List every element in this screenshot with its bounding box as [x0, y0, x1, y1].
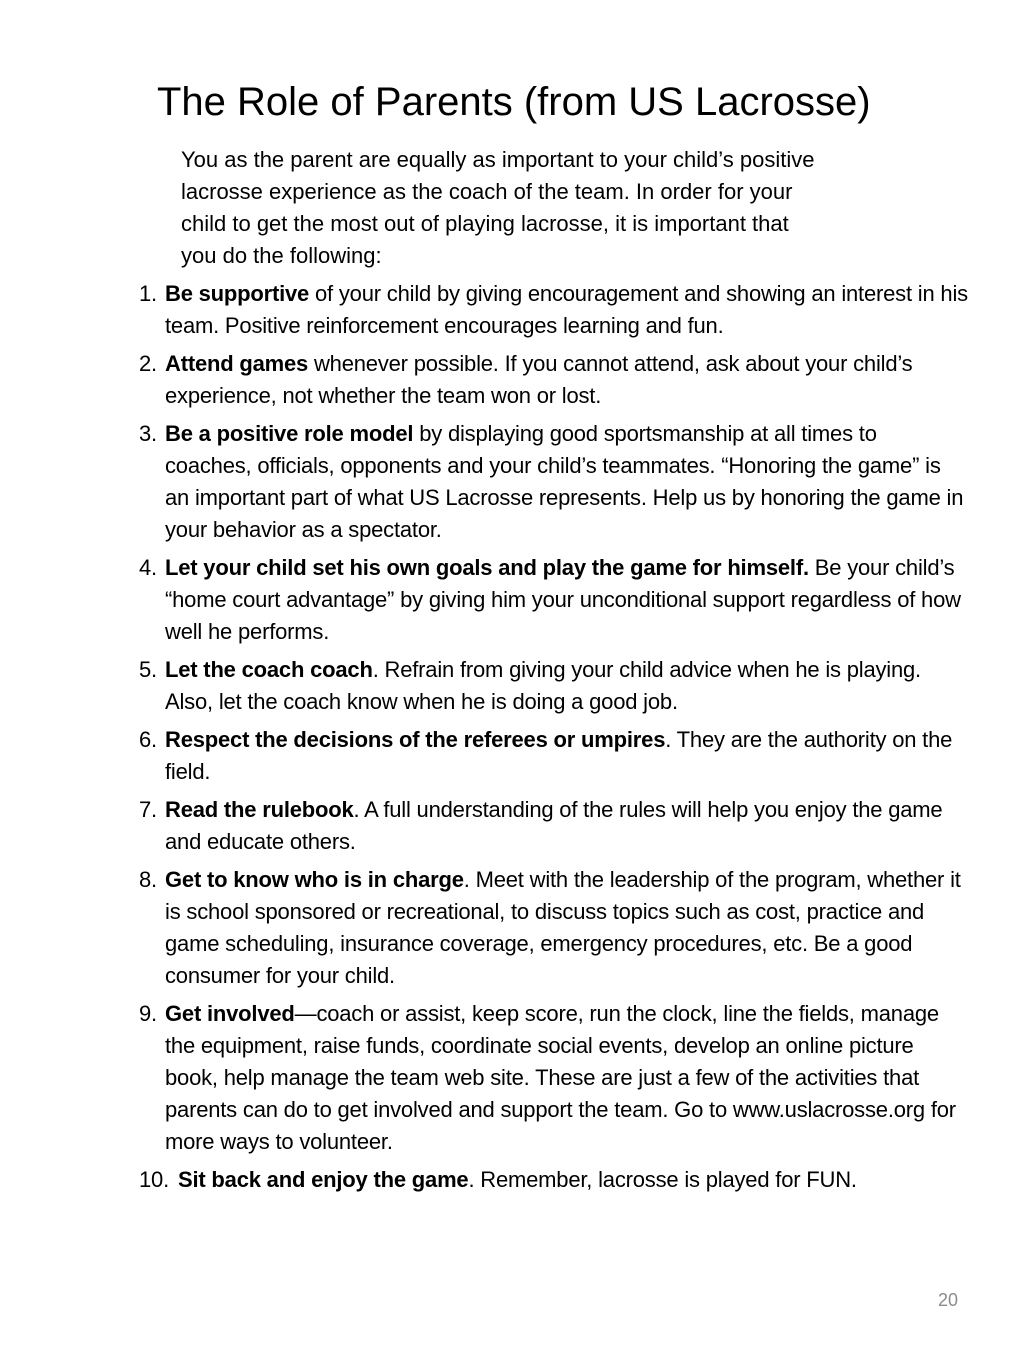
- list-item-heading: Sit back and enjoy the game: [178, 1167, 469, 1192]
- list-item-text: [165, 998, 969, 1158]
- list-item-4: [139, 552, 969, 648]
- intro-paragraph: You as the parent are equally as important to your child’s positive lacrosse experience as the coach of the team. In order for your child to get the most out of playing lacrosse, it is important that you do the following:: [181, 147, 815, 268]
- list-item-heading: Respect the decisions of the referees or umpires: [165, 727, 666, 752]
- list-number: 9.: [139, 1001, 157, 1026]
- list-number: 1.: [139, 281, 157, 306]
- list-item-heading: Get to know who is in charge: [165, 867, 464, 892]
- list-item-text: [165, 418, 969, 546]
- list-number: 4.: [139, 555, 157, 580]
- list-item-text: [165, 278, 969, 342]
- list-item-1: [139, 278, 969, 342]
- list-item-body: Be your child’s “home court advantage” by giving him your unconditional support regardless of how well he performs.: [165, 555, 961, 644]
- list-item-text: [178, 1164, 969, 1196]
- list-item-body: whenever possible. If you cannot attend, ask about your child’s experience, not whether the team won or lost.: [165, 351, 913, 408]
- list-item-heading: Let your child set his own goals and play the game for himself.: [165, 555, 809, 580]
- list-item-heading: Read the rulebook: [165, 797, 354, 822]
- list-item-8: [139, 864, 969, 992]
- list-number: 6.: [139, 727, 157, 752]
- list-item-heading: Let the coach coach: [165, 657, 373, 682]
- list-item-body: of your child by giving encouragement and showing an interest in his team. Positive reinforcement encourages learning and fun.: [165, 281, 968, 338]
- list-number: 3.: [139, 421, 157, 446]
- list-number: 7.: [139, 797, 157, 822]
- page-title: The Role of Parents (from US Lacrosse): [157, 80, 871, 124]
- list-item-heading: Get involved: [165, 1001, 295, 1026]
- list-item-text: [165, 348, 969, 412]
- list-item-body: . Refrain from giving your child advice when he is playing. Also, let the coach know when he is doing a good job.: [165, 657, 921, 714]
- page-number: 20: [937, 1290, 958, 1310]
- list-item-body: . A full understanding of the rules will help you enjoy the game and educate others.: [165, 797, 943, 854]
- list-item-heading: Attend games: [165, 351, 309, 376]
- list-item-text: [165, 724, 969, 788]
- list-item-text: [165, 794, 969, 858]
- list-number: 2.: [139, 351, 157, 376]
- list-item-body: —coach or assist, keep score, run the clock, line the fields, manage the equipment, raise funds, coordinate social events, develop an online picture book, help manage the team web site. These are just a few of the activities that parents can do to get involved and support the team. Go to www.uslacrosse.org for more ways to volunteer.: [165, 1001, 956, 1154]
- list-item-6: [139, 724, 969, 788]
- list-item-body: by displaying good sportsmanship at all times to coaches, officials, opponents and your child’s teammates. “Honoring the game” is an important part of what US Lacrosse represents. Help us by honoring the game in your behavior as a spectator.: [165, 421, 964, 542]
- list-number: 8.: [139, 867, 157, 892]
- list-item-7: [139, 794, 969, 858]
- list-item-heading: Be a positive role model: [165, 421, 414, 446]
- list-item-2: [139, 348, 969, 412]
- list-item-3: [139, 418, 969, 546]
- list-item-body: . Meet with the leadership of the program, whether it is school sponsored or recreational, to discuss topics such as cost, practice and game scheduling, insurance coverage, emergency procedures, etc. Be a good consumer for your child.: [165, 867, 961, 988]
- list-item-text: [165, 864, 969, 992]
- list-item-body: . They are the authority on the field.: [165, 727, 953, 784]
- list-item-body: . Remember, lacrosse is played for FUN.: [468, 1167, 857, 1192]
- list-number: 10.: [139, 1167, 169, 1192]
- list-item-9: [139, 998, 969, 1158]
- parent-role-list: [139, 278, 969, 1202]
- list-item-text: [165, 654, 969, 718]
- list-item-text: [165, 552, 969, 648]
- list-number: 5.: [139, 657, 157, 682]
- list-item-heading: Be supportive: [165, 281, 310, 306]
- list-item-10: [139, 1164, 969, 1196]
- list-item-5: [139, 654, 969, 718]
